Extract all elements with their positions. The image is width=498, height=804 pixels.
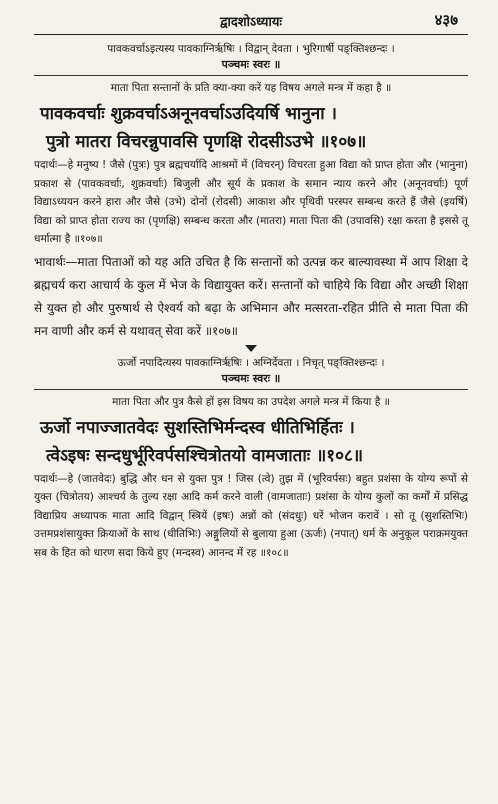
- mantra-108-intro: माता पिता और पुत्र कैसे हों इस विषय का उपदेश अगले मन्त्र में किया है ॥: [112, 395, 390, 408]
- mantra-107-meta: पावकवर्चाऽइत्यस्य पावकाग्निर्ऋषिः । विद्वान् देवता । भुरिगार्षी पङ्क्तिश्छन्दः ।: [107, 43, 395, 55]
- section-rule: [34, 75, 468, 76]
- mantra-107-padartha: पदार्थः—हे मनुष्य ! जैसे (पुत्रः) पुत्र ब्रह्मचर्यादि आश्रमों में (विचरन्) विचरता हुआ विद्या को प्राप्त होता और (भानुना) प्रकाश से (पावकवर्चाः, शुक्रवर्चाः) बिजुली और सूर्य के प्रकाश के समान न्याय करने और (अनूनवर्चाः) पूर्ण विद्याऽध्ययन करने हारा और जैसे (उभे) दोनों (रोदसी) आकाश और पृथिवी परस्पर सम्बन्ध करते हैं जैसे (इयर्षि) विद्या को प्राप्त होता राज्य का (पृणक्षि) सम्बन्ध करता और (मातरा) माता पिता की (उपावसि) रक्षा करता है इससे तू धर्मात्मा है ॥१०७॥: [34, 159, 468, 245]
- mantra-108-line-1: ऊर्जो नपाज्जातवेदः सुशस्तिभिर्मन्दस्व धीतिभिर्हितः ।: [40, 417, 355, 438]
- mantra-107-intro: माता पिता सन्तानों के प्रति क्या-क्या करें यह विषय अगले मन्त्र में कहा है ॥: [110, 82, 392, 94]
- ornament-divider: [34, 345, 468, 355]
- header-rule: [34, 34, 468, 35]
- mantra-107-bhavartha: भावार्थः—माता पिताओं को यह अति उचित है कि सन्तानों को उत्पन्न कर बाल्यावस्था में आप शिक्षा दे ब्रह्मचर्य करा आचार्य के कुल में भेज के विद्यायुक्त करें। सन्तानों को चाहिये कि विद्या और अच्छी शिक्षा से युक्त हो और पुरुषार्थ से ऐश्वर्य को बढ़ा के अभिमान और मत्सरता-रहित प्रीति से माता पिता की मन वाणी और कर्म से यथावत् सेवा करें ॥१०७॥: [34, 254, 468, 338]
- mantra-108-padartha: पदार्थः—हे (जातवेदः) बुद्धि और धन से युक्त पुत्र ! जिस (त्वे) तुझ में (भूरिवर्पसः) बहुत प्रशंसा के योग्य रूपों से युक्त (चित्रोतय) आश्चर्य के तुल्य रक्षा आदि कर्म करने वाली (वामजाताः) प्रशंसा के योग्य कुलों का कर्मों में प्रसिद्ध विद्याप्रिय अध्यापक माता आदि विद्वान् स्त्रियें (इषः) अन्नों को (संदधुः) धरें भोजन करावें । सो तू (सुशस्तिभिः) उत्तमप्रशंसायुक्त क्रियाओं के साथ (धीतिभिः) अङ्गुलियों से बुलाया हुआ (ऊर्जः) (नपात्) धर्म के अनुकूल पराक्रमयुक्त सब के हित को धारण सदा किये हुए (मन्दस्व) आनन्द में रह ॥१०८॥: [34, 472, 468, 559]
- mantra-107-line-1: पावकवर्चाः शुक्रवर्चाऽअनूनवर्चाऽउदियर्षि भानुना ।: [40, 104, 337, 124]
- mantra-107-svara: पञ्चमः स्वरः ॥: [221, 58, 281, 71]
- mantra-107-line-2: पुत्रो मातरा विचरन्नुपावसि पृणक्षि रोदसीऽउभे ॥१०७॥: [46, 132, 367, 152]
- page-number: ४३७: [434, 11, 458, 29]
- section-rule: [34, 389, 468, 390]
- mantra-108-meta: ऊर्जो नपादित्यस्य पावकाग्निर्ऋषिः । अग्निर्देवता । निचृत् पङ्क्तिश्छन्दः ।: [117, 356, 385, 369]
- mantra-108-line-2: त्वेऽइषः सन्दधुर्भूरिवर्पसश्चित्रोतयो वामजाताः ॥१०८॥: [46, 445, 364, 466]
- page-header: [34, 0, 468, 34]
- chapter-title: द्वादशोऽध्यायः: [220, 15, 282, 30]
- mantra-108-svara: पञ्चमः स्वरः ॥: [221, 371, 281, 385]
